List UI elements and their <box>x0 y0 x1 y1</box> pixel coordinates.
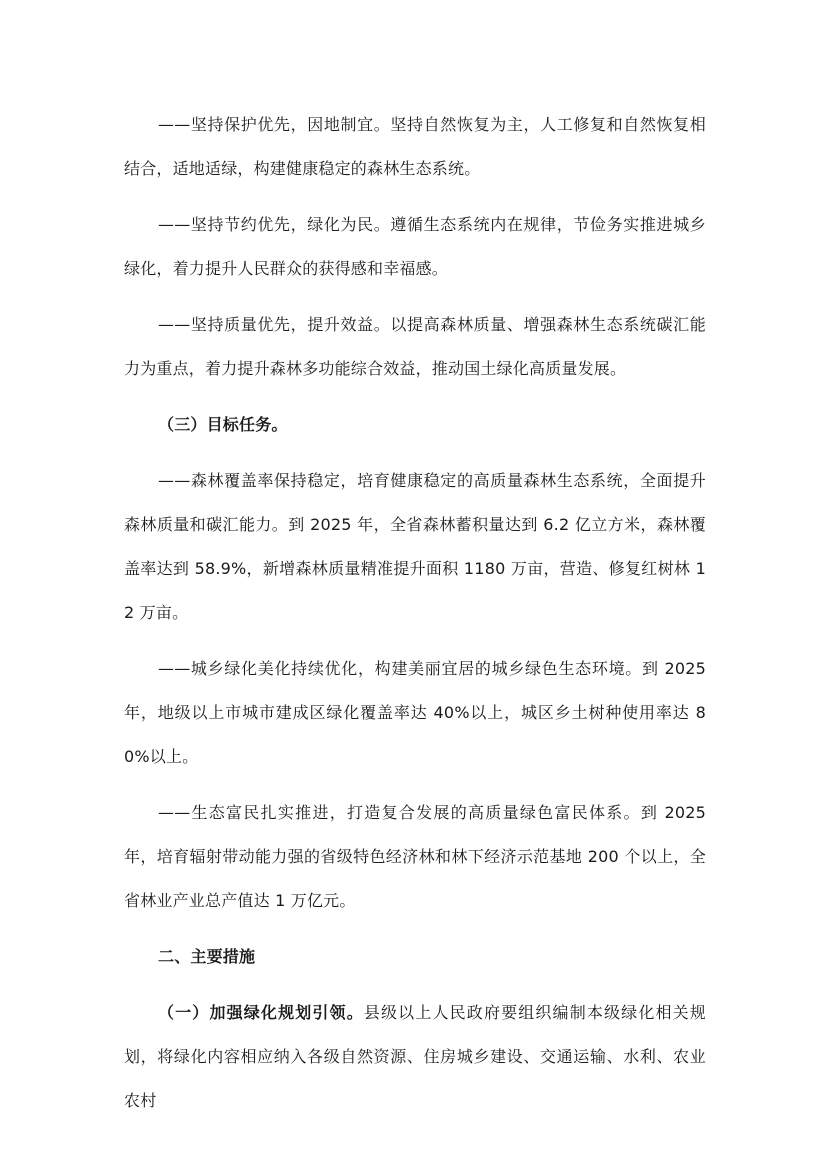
paragraph-planning-guidance <box>124 991 706 1123</box>
document-page <box>124 103 706 1135</box>
section-heading-targets: （三）目标任务。 <box>158 415 288 434</box>
paragraph-lead-title: （一）加强绿化规划引领。 <box>158 1003 364 1022</box>
paragraph-quality-priority: ——坚持质量优先，提升效益。以提高森林质量、增强森林生态系统碳汇能力为重点，着力提升森林多功能综合效益，推动国土绿化高质量发展。 <box>124 315 706 378</box>
paragraph-urban-greening-target: ——城乡绿化美化持续优化，构建美丽宜居的城乡绿色生态环境。到 2025 年，地级以上市城市建成区绿化覆盖率达 40%以上，城区乡土树种使用率达 80%以上。 <box>124 659 706 766</box>
section-heading-main-measures: 二、主要措施 <box>158 947 256 966</box>
paragraph-eco-prosperity-target: ——生态富民扎实推进，打造复合发展的高质量绿色富民体系。到 2025 年，培育辐射带动能力强的省级特色经济林和林下经济示范基地 200 个以上，全省林业产业总产值达 1 万亿元。 <box>124 803 706 910</box>
paragraph-saving-priority: ——坚持节约优先，绿化为民。遵循生态系统内在规律，节俭务实推进城乡绿化，着力提升人民群众的获得感和幸福感。 <box>124 215 706 278</box>
paragraph-forest-coverage-target: ——森林覆盖率保持稳定，培育健康稳定的高质量森林生态系统，全面提升森林质量和碳汇能力。到 2025 年，全省森林蓄积量达到 6.2 亿立方米，森林覆盖率达到 58.9%，新增森林质量精准提升面积 1180 万亩，营造、修复红树林 12 万亩。 <box>124 471 706 622</box>
paragraph-protection-priority: ——坚持保护优先，因地制宜。坚持自然恢复为主，人工修复和自然恢复相结合，适地适绿，构建健康稳定的森林生态系统。 <box>124 115 706 178</box>
paragraph-body-text: 县级以上人民政府要组织编制本级绿化相关规划，将绿化内容相应纳入各级自然资源、住房城乡建设、交通运输、水利、农业农村 <box>124 1003 706 1110</box>
